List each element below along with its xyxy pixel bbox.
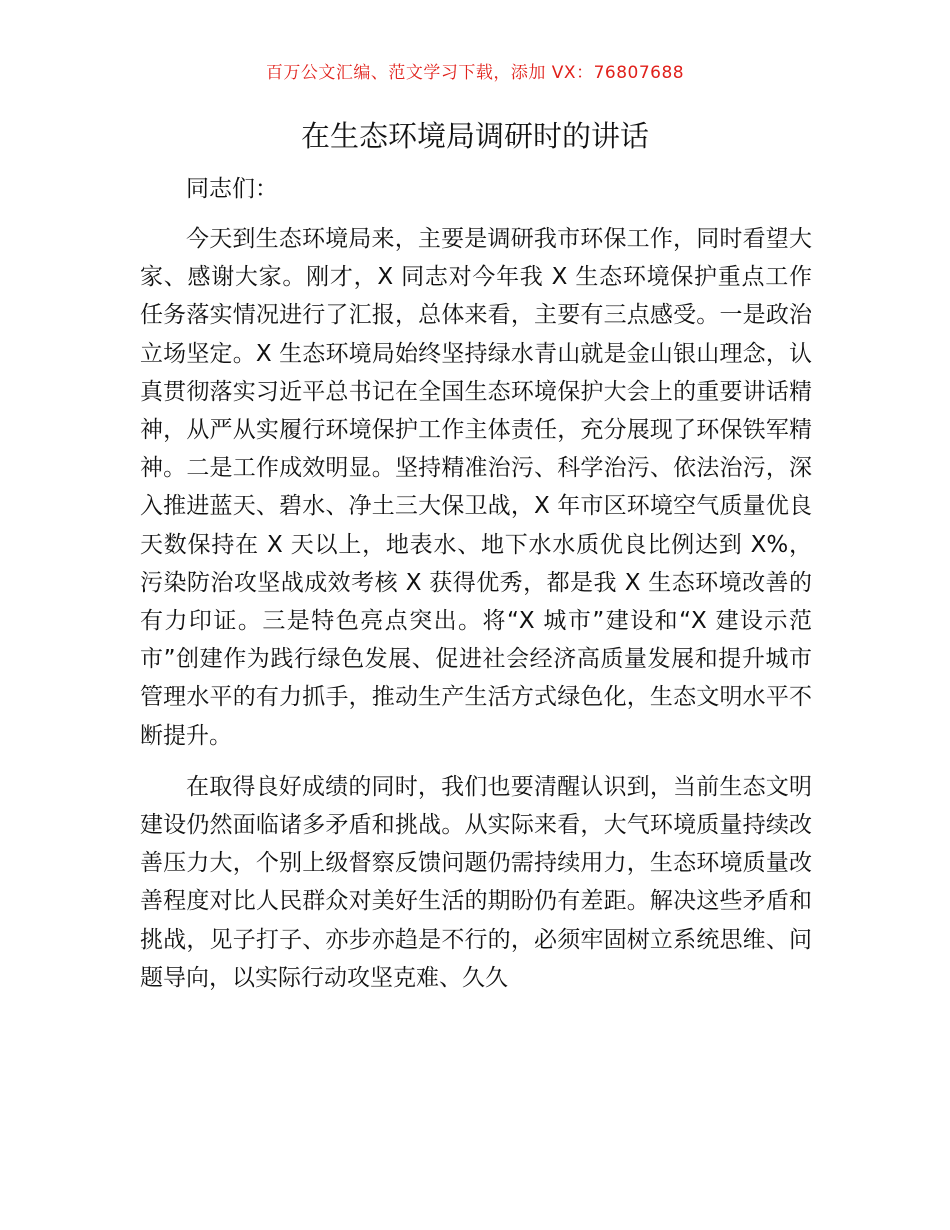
header-watermark: 百万公文汇编、范文学习下载，添加 VX：76807688 xyxy=(265,63,685,83)
document-body xyxy=(140,170,812,1010)
document-title: 在生态环境局调研时的讲话 xyxy=(300,119,649,153)
salutation: 同志们： xyxy=(186,176,278,202)
paragraph-1: 今天到生态环境局来，主要是调研我市环保工作，同时看望大家、感谢大家。刚才，X 同志对今年我 X 生态环境保护重点工作任务落实情况进行了汇报，总体来看，主要有三点感受。一是政治立场坚定。X 生态环境局始终坚持绿水青山就是金山银山理念，认真贯彻落实习近平总书记在全国生态环境保护大会上的重要讲话精神，从严从实履行环境保护工作主体责任，充分展现了环保铁军精神。二是工作成效明显。坚持精准治污、科学治污、依法治污，深入推进蓝天、碧水、净土三大保卫战，X 年市区环境空气质量优良天数保持在 X 天以上，地表水、地下水水质优良比例达到 X%，污染防治攻坚战成效考核 X 获得优秀，都是我 X 生态环境改善的有力印证。三是特色亮点突出。将“X 城市”建设和“X 建设示范市”创建作为践行绿色发展、促进社会经济高质量发展和提升城市管理水平的有力抓手，推动生产生活方式绿色化，生态文明水平不断提升。 xyxy=(140,226,812,749)
paragraph-2: 在取得良好成绩的同时，我们也要清醒认识到，当前生态文明建设仍然面临诸多矛盾和挑战。从实际来看，大气环境质量持续改善压力大，个别上级督察反馈问题仍需持续用力，生态环境质量改善程度对比人民群众对美好生活的期盼仍有差距。解决这些矛盾和挑战，见子打子、亦步亦趋是不行的，必须牢固树立系统思维、问题导向，以实际行动攻坚克难、久久 xyxy=(140,773,812,991)
